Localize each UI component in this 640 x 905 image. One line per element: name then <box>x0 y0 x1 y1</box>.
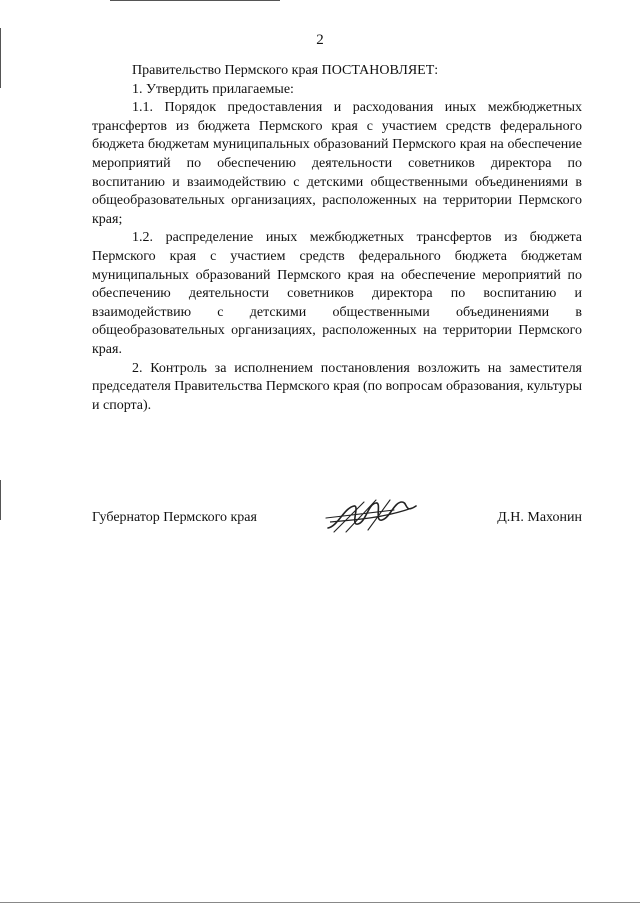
signer-name: Д.Н. Махонин <box>497 510 582 525</box>
preamble: Правительство Пермского края ПОСТАНОВЛЯЕТ: <box>132 63 439 78</box>
item-1-2: 1.2. распределение иных межбюджетных трансфертов из бюджета Пермского края с участием средств федерального бюджета бюджетам муниципальных образований Пермского края на обеспечение мероприятий по обеспечению деятельности советников директора по воспитанию и взаимодействию с детскими общественными объединениями в общеобразовательных организациях, расположенных на территории Пермского края. <box>92 230 582 357</box>
page-number: 2 <box>316 32 324 48</box>
scan-artifact-top <box>110 0 280 1</box>
document-body <box>92 62 582 415</box>
scan-artifact-left-lower <box>0 480 1 520</box>
scan-artifact-bottom <box>0 902 640 903</box>
signature-block <box>92 510 582 532</box>
item-1: 1. Утвердить прилагаемые: <box>132 81 294 97</box>
handwritten-signature-icon <box>324 496 420 536</box>
item-1-1: 1.1. Порядок предоставления и расходования иных межбюджетных трансфертов из бюджета Пермского края с участием средств федерального бюджета бюджетам муниципальных образований Пермского края на обеспечение мероприятий по обеспечению деятельности советников директора по воспитанию и взаимодействию с детскими общественными объединениями в общеобразовательных организациях, расположенных на территории Пермского края; <box>92 100 582 227</box>
signer-title: Губернатор Пермского края <box>92 510 257 525</box>
item-2: 2. Контроль за исполнением постановления возложить на заместителя председателя Правительства Пермского края (по вопросам образования, культуры и спорта). <box>92 360 582 413</box>
